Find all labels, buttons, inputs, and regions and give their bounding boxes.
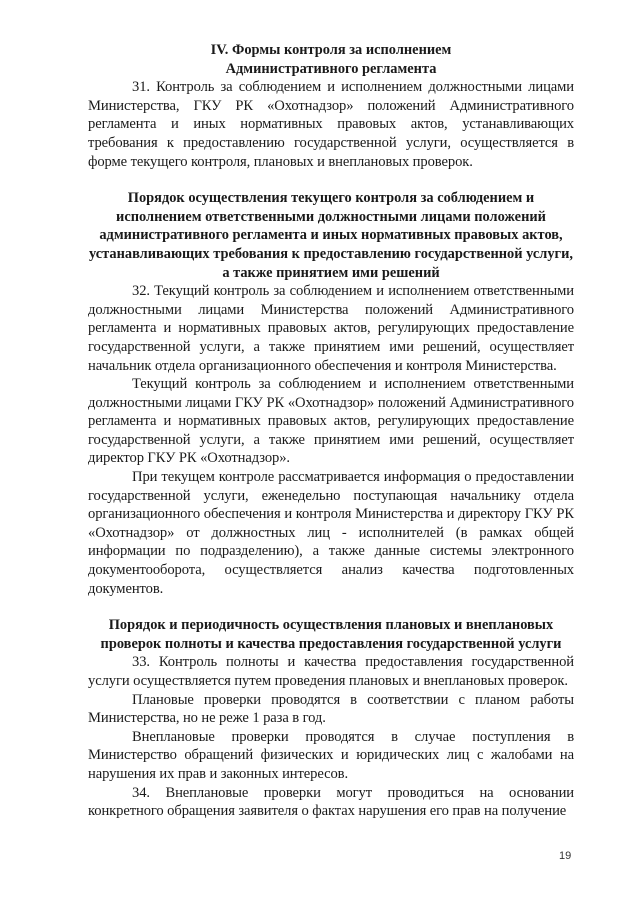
current-control-heading: Порядок осуществления текущего контроля за соблюдением и исполнением ответственными должностными лицами положений административного регламента и иных нормативных правовых актов, устанавливающих требования к предоставлению государственной услуги, а также принятием ими решений	[89, 190, 573, 281]
paragraph-32-third: При текущем контроле рассматривается информация о предоставлении государственной услуги, еженедельно поступающая начальнику отдела организационного обеспечения и контроля Министерства и директору ГКУ РК «Охотнадзор» от должностных лиц - исполнителей (в рамках общей информации по подразделению), а также данные системы электронного документооборота, осуществляется анализ качества подготовленных документов.	[88, 469, 574, 597]
paragraph-33-second: Плановые проверки проводятся в соответствии с планом работы Министерства, но не реже 1 раза в год.	[88, 691, 574, 727]
section-heading-line1: IV. Формы контроля за исполнением	[210, 42, 452, 58]
paragraph-32-second: Текущий контроль за соблюдением и исполнением ответственными должностными лицами ГКУ РК «Охотнадзор» положений Административного регламента и нормативных правовых актов, регулирующих предоставление государственной услуги, а также принятием ими решений, осуществляет директор ГКУ РК «Охотнадзор».	[88, 376, 574, 467]
paragraph-33: 33. Контроль полноты и качества предоставления государственной услуги осуществляется путем проведения плановых и внеплановых проверок.	[88, 654, 574, 689]
section-heading-line2: Административного регламента	[225, 60, 437, 77]
paragraph-31: 31. Контроль за соблюдением и исполнением должностными лицами Министерства, ГКУ РК «Охотнадзор» положений Административного регламента и иных нормативных правовых актов, устанавливающих требования к предоставлению государственной услуги, осуществляется в форме текущего контроля, плановых и внеплановых проверок.	[88, 79, 574, 170]
spacer	[88, 598, 574, 616]
paragraph-32: 32. Текущий контроль за соблюдением и исполнением ответственными должностными лицами Министерства положений Административного регламента и нормативных правовых актов, регулирующих предоставление государственной услуги, а также принятием ими решений, осуществляет начальник отдела организационного обеспечения и контроля Министерства.	[88, 283, 574, 374]
paragraph-33-third: Внеплановые проверки проводятся в случае поступления в Министерство обращений физических и юридических лиц с жалобами на нарушения их прав и законных интересов.	[88, 728, 574, 782]
inspections-heading: Порядок и периодичность осуществления плановых и внеплановых проверок полноты и качества предоставления государственной услуги	[100, 617, 562, 652]
spacer	[88, 171, 574, 189]
page-number: 19	[559, 850, 572, 862]
paragraph-34: 34. Внеплановые проверки могут проводиться на основании конкретного обращения заявителя о фактах нарушения его прав на получение	[88, 784, 574, 820]
page-content	[88, 41, 574, 821]
